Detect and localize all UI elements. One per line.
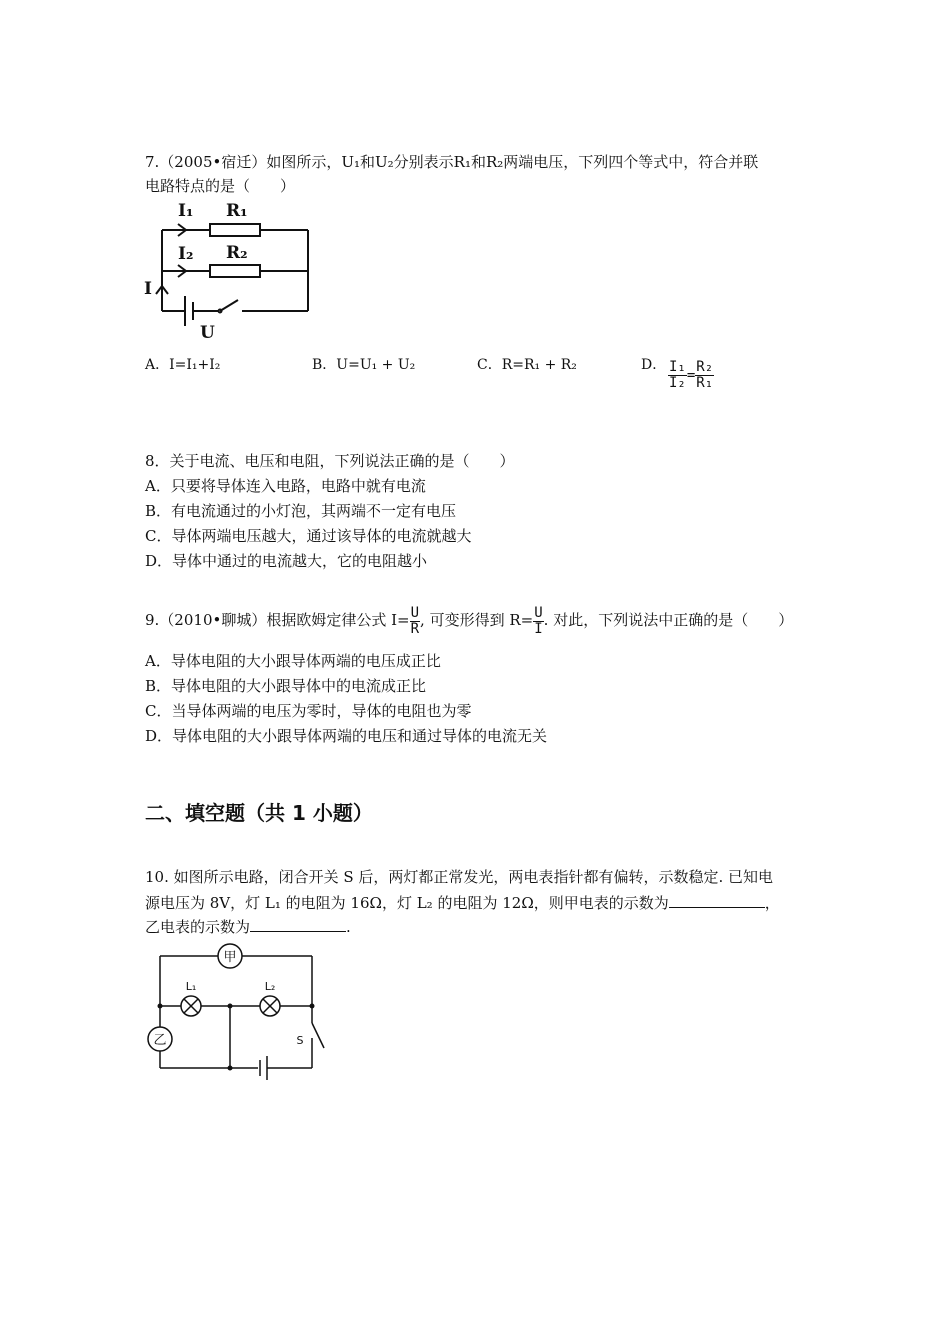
q7-stem-line2: 电路特点的是（ ）	[145, 177, 296, 195]
q9-stem-part3: . 对此，下列说法中正确的是（ ）	[543, 611, 794, 629]
frac-numerator: I₁	[669, 359, 686, 375]
answer-blank-yi[interactable]	[250, 917, 346, 932]
frac-denominator: R₁	[696, 375, 714, 391]
q10-stem-line2-tail: ，	[764, 894, 780, 912]
q9-option-a: A．导体电阻的大小跟导体两端的电压成正比	[145, 652, 441, 670]
label-i: I	[144, 279, 152, 299]
q8-stem: 8．关于电流、电压和电阻，下列说法正确的是（ ）	[145, 452, 515, 470]
label-l2: L₂	[264, 980, 276, 993]
label-l1: L₁	[185, 980, 197, 993]
q10-stem-line1: 10. 如图所示电路，闭合开关 S 后，两灯都正常发光，两电表指针都有偏转，示数稳定. 已知电	[145, 868, 773, 886]
label-s: S	[296, 1034, 304, 1047]
q9-formula-i	[410, 606, 420, 637]
q10-circuit-diagram	[140, 940, 340, 1080]
answer-blank-jia[interactable]	[669, 893, 765, 908]
q8-option-c: C．导体两端电压越大，通过该导体的电流就越大	[145, 527, 472, 545]
label-i1: I₁	[178, 201, 194, 221]
section-heading: 二、填空题（共 1 小题）	[145, 801, 373, 825]
q7-option-d-left-fraction	[668, 360, 687, 391]
label-jia: 甲	[223, 950, 237, 965]
resistor-r2-symbol	[210, 265, 260, 277]
q9-formula-r	[533, 606, 543, 637]
resistor-r1-symbol	[210, 224, 260, 236]
frac-denominator: R	[410, 620, 420, 637]
label-r2: R₂	[226, 243, 248, 263]
q10-stem-line2-text: 源电压为 8V，灯 L₁ 的电阻为 16Ω，灯 L₂ 的电阻为 12Ω，则甲电表的示数为	[145, 894, 669, 912]
q9-option-d: D．导体电阻的大小跟导体两端的电压和通过导体的电流无关	[145, 727, 548, 745]
q7-stem-line1: 7.（2005•宿迁）如图所示，U₁和U₂分别表示R₁和R₂两端电压，下列四个等式中，符合并联	[145, 153, 759, 171]
q7-option-a: A．I=I₁+I₂	[145, 357, 221, 373]
q10-stem-line3	[145, 917, 351, 937]
q9-stem-part1: 9.（2010•聊城）根据欧姆定律公式 I=	[145, 611, 410, 629]
q7-circuit-diagram	[140, 196, 320, 346]
q7-option-c: C．R=R₁ + R₂	[477, 357, 577, 373]
q10-stem-line3-text: 乙电表的示数为	[145, 918, 251, 936]
q7-option-d-formula	[668, 360, 714, 391]
label-yi: 乙	[153, 1033, 167, 1048]
q7-option-d	[641, 354, 666, 374]
frac-denominator: I	[534, 620, 543, 637]
q8-option-a: A．只要将导体连入电路，电路中就有电流	[145, 477, 426, 495]
label-u: U	[200, 323, 215, 343]
frac-numerator: R₂	[696, 359, 714, 375]
q7-option-d-right-fraction	[695, 360, 714, 391]
q9-option-b: B．导体电阻的大小跟导体中的电流成正比	[145, 677, 427, 695]
q9-stem-part2: , 可变形得到 R=	[420, 611, 534, 629]
equals-sign: =	[686, 367, 696, 384]
q7-option-b: B．U=U₁ + U₂	[312, 357, 416, 373]
q10-stem-line2	[145, 893, 780, 913]
q9-stem	[145, 605, 793, 637]
q10-stem-line3-tail: .	[346, 918, 351, 936]
q7-option-d-prefix: D．	[641, 357, 667, 373]
frac-denominator: I₂	[669, 375, 686, 391]
frac-numerator: U	[410, 604, 420, 621]
frac-numerator: U	[534, 604, 543, 621]
q8-option-d: D．导体中通过的电流越大，它的电阻越小	[145, 552, 428, 570]
label-i2: I₂	[178, 244, 194, 264]
label-r1: R₁	[226, 201, 248, 221]
q9-option-c: C．当导体两端的电压为零时，导体的电阻也为零	[145, 702, 472, 720]
q8-option-b: B．有电流通过的小灯泡，其两端不一定有电压	[145, 502, 457, 520]
